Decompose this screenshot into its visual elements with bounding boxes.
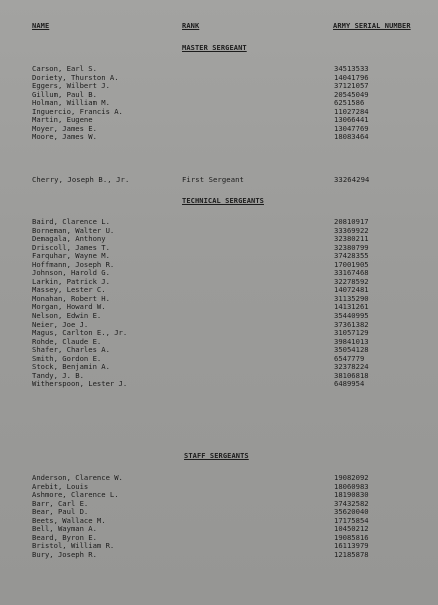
soldier-name: Borneman, Walter U. (32, 225, 115, 235)
soldier-serial: 20545049 (334, 89, 369, 99)
soldier-serial: 39841013 (334, 336, 369, 346)
soldier-serial: 32278592 (334, 276, 369, 286)
soldier-name: Gillum, Paul B. (32, 89, 97, 99)
soldier-serial: 19082092 (334, 473, 369, 482)
soldier-name: Barr, Carl E. (32, 498, 89, 508)
soldier-serial: 37432582 (334, 498, 369, 508)
soldier-name: Farquhar, Wayne M. (32, 251, 110, 261)
soldier-serial: 6547779 (334, 353, 365, 363)
roster-row (32, 380, 410, 389)
header-name: NAME (32, 22, 50, 30)
soldier-name: Neier, Joe J. (32, 319, 89, 329)
roster-row (32, 551, 410, 560)
soldier-serial: 35440995 (334, 311, 369, 321)
soldier-serial: 38106818 (334, 370, 369, 380)
soldier-name: Hoffmann, Joseph R. (32, 259, 115, 269)
soldier-serial: 33369922 (334, 225, 369, 235)
soldier-serial: 32378224 (334, 362, 369, 372)
header-rank: RANK (182, 22, 200, 30)
soldier-serial: 6251586 (334, 98, 365, 108)
first-sergeant-rank: First Sergeant (182, 175, 244, 184)
soldier-name: Anderson, Clarence W. (32, 473, 123, 482)
soldier-serial: 35054128 (334, 345, 369, 355)
master-sergeant-list (32, 65, 410, 142)
soldier-serial: 34513533 (334, 64, 369, 73)
soldier-name: Holman, William M. (32, 98, 110, 108)
soldier-name: Johnson, Harold G. (32, 268, 110, 278)
soldier-name: Rohde, Claude E. (32, 336, 102, 346)
soldier-name: Moore, James W. (32, 132, 97, 142)
soldier-serial: 13066441 (334, 115, 369, 125)
technical-sergeant-list (32, 218, 410, 389)
soldier-name: Martin, Eugene (32, 115, 93, 125)
section-title-staff: STAFF SERGEANTS (184, 452, 249, 460)
soldier-name: Bristol, William R. (32, 541, 115, 551)
soldier-serial: 37121057 (334, 81, 369, 91)
soldier-serial: 31057129 (334, 328, 369, 338)
soldier-name: Doriety, Thurston A. (32, 72, 119, 82)
soldier-name: Bury, Joseph R. (32, 549, 97, 559)
soldier-name: Shafer, Charles A. (32, 345, 110, 355)
soldier-serial: 14072481 (334, 285, 369, 295)
soldier-serial: 32380799 (334, 242, 369, 252)
soldier-name: Smith, Gordon E. (32, 353, 102, 363)
soldier-name: Driscoll, James T. (32, 242, 110, 252)
soldier-name: Massey, Lester C. (32, 285, 106, 295)
soldier-serial: 19085816 (334, 532, 369, 542)
roster-row (32, 133, 410, 142)
soldier-name: Ashmore, Clarence L. (32, 490, 119, 500)
soldier-name: Demagala, Anthony (32, 234, 106, 244)
first-sergeant-serial: 33264294 (334, 175, 370, 184)
soldier-name: Tandy, J. B. (32, 370, 84, 380)
soldier-serial: 13047769 (334, 123, 369, 133)
soldier-serial: 32380211 (334, 234, 369, 244)
soldier-serial: 10450212 (334, 524, 369, 534)
soldier-name: Carson, Earl S. (32, 64, 97, 73)
soldier-serial: 16113979 (334, 541, 369, 551)
first-sergeant-name: Cherry, Joseph B., Jr. (32, 175, 130, 184)
soldier-name: Witherspoon, Lester J. (32, 379, 128, 389)
soldier-serial: 20810917 (334, 217, 369, 226)
soldier-serial: 11027284 (334, 106, 369, 116)
soldier-name: Eggers, Wilbert J. (32, 81, 110, 91)
soldier-serial: 18083464 (334, 132, 369, 142)
soldier-serial: 12185878 (334, 549, 369, 559)
soldier-serial: 14131261 (334, 302, 369, 312)
soldier-name: Nelson, Edwin E. (32, 311, 102, 321)
soldier-serial: 33167468 (334, 268, 369, 278)
soldier-serial: 31135290 (334, 293, 369, 303)
soldier-serial: 18060983 (334, 481, 369, 491)
soldier-serial: 37428355 (334, 251, 369, 261)
soldier-serial: 37361382 (334, 319, 369, 329)
section-title-master: MASTER SERGEANT (182, 44, 247, 52)
soldier-name: Moyer, James E. (32, 123, 97, 133)
soldier-serial: 17001905 (334, 259, 369, 269)
soldier-name: Bear, Paul D. (32, 507, 89, 517)
soldier-name: Inguercio, Francis A. (32, 106, 123, 116)
soldier-name: Magus, Carlton E., Jr. (32, 328, 128, 338)
soldier-name: Beard, Byron E. (32, 532, 97, 542)
soldier-serial: 17175854 (334, 515, 369, 525)
soldier-name: Larkin, Patrick J. (32, 276, 110, 286)
soldier-name: Baird, Clarence L. (32, 217, 110, 226)
soldier-serial: 35620040 (334, 507, 369, 517)
soldier-serial: 18190830 (334, 490, 369, 500)
soldier-serial: 6489954 (334, 379, 365, 389)
soldier-name: Bell, Wayman A. (32, 524, 97, 534)
section-title-technical: TECHNICAL SERGEANTS (182, 197, 264, 205)
soldier-name: Beets, Wallace M. (32, 515, 106, 525)
header-serial: ARMY SERIAL NUMBER (333, 22, 411, 30)
soldier-name: Arebit, Louis (32, 481, 89, 491)
staff-sergeant-list (32, 474, 410, 559)
soldier-name: Monahan, Robert H. (32, 293, 110, 303)
soldier-serial: 14041796 (334, 72, 369, 82)
soldier-name: Stock, Benjamin A. (32, 362, 110, 372)
soldier-name: Morgan, Howard W. (32, 302, 106, 312)
